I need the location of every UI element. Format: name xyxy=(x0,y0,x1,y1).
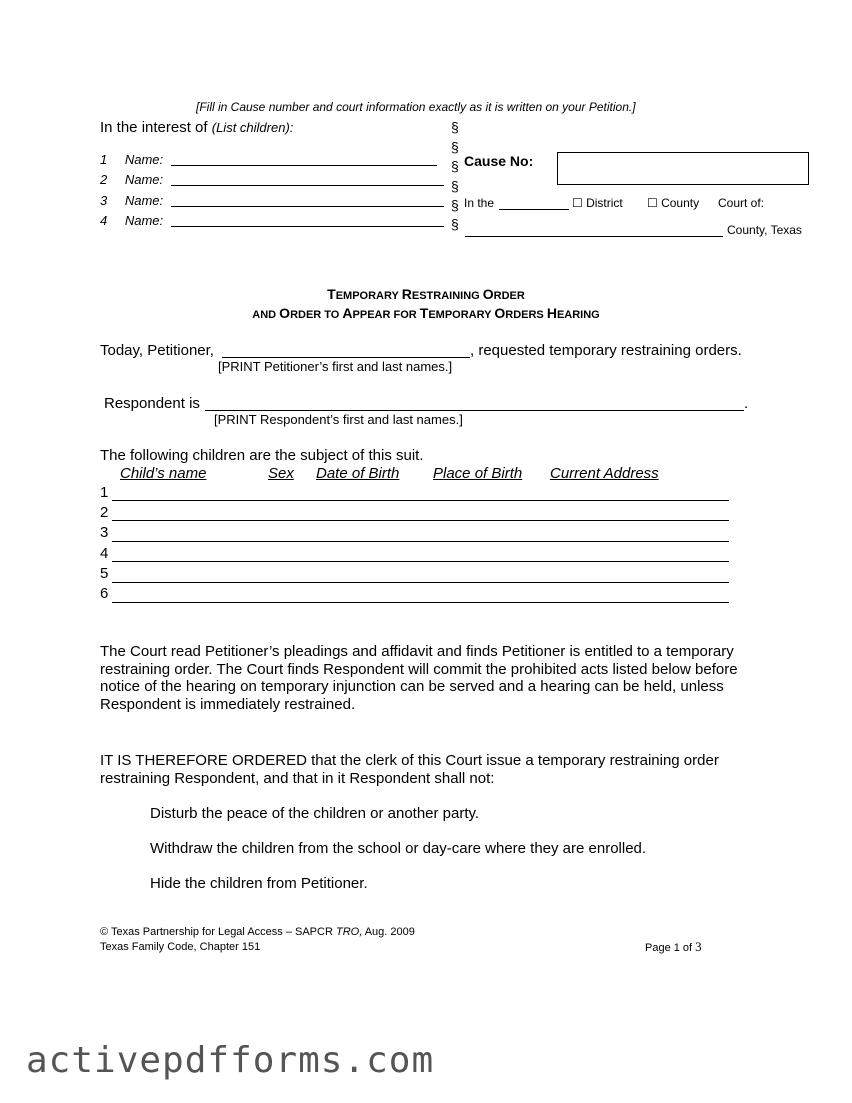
section-symbol: § xyxy=(451,139,459,155)
child-row-field-2[interactable] xyxy=(112,520,729,521)
petitioner-hint: [PRINT Petitioner’s first and last names.] xyxy=(218,359,453,374)
court-findings: The Court read Petitioner’s pleadings and affidavit and finds Petitioner is entitled to a temporary restraining order. The Court finds Respondent will commit the prohibited acts listed below before notice of the hearing on temporary injunction can be served and a hearing can be held, unless Respondent is immediately restrained. xyxy=(100,643,738,713)
title-part: H xyxy=(546,305,557,321)
title-part: T xyxy=(327,286,336,302)
child-row-field-6[interactable] xyxy=(112,602,729,603)
child-row-number: 1 xyxy=(100,484,109,501)
name-label: Name: xyxy=(124,152,164,167)
header-sex: Sex xyxy=(268,465,294,482)
title-part: O xyxy=(279,305,291,321)
prohibition-item: Disturb the peace of the children or another party. xyxy=(150,805,480,822)
child-row-field-3[interactable] xyxy=(112,541,729,542)
name-number: 3 xyxy=(100,193,108,208)
footer-code: Texas Family Code, Chapter 151 xyxy=(100,941,261,953)
cause-no-field[interactable] xyxy=(557,152,809,185)
header-date-of-birth: Date of Birth xyxy=(316,465,400,482)
footer-copyright-text: © Texas Partnership for Legal Access – SAPCR xyxy=(100,926,336,938)
respondent-suffix: . xyxy=(744,395,749,412)
order-statement: IT IS THEREFORE ORDERED that the clerk of this Court issue a temporary restraining order restraining Respondent, and that in it Respondent shall not: xyxy=(100,752,719,787)
interest-name-2 xyxy=(100,172,163,187)
section-symbol: § xyxy=(451,119,459,135)
header-current-address: Current Address xyxy=(550,465,659,482)
name-field-2[interactable] xyxy=(171,185,444,186)
children-intro: The following children are the subject of this suit. xyxy=(100,447,424,464)
title-part: O xyxy=(494,305,506,321)
child-row-field-1[interactable] xyxy=(112,500,729,501)
cause-no-label: Cause No: xyxy=(464,153,534,169)
child-row-number: 4 xyxy=(100,545,109,562)
district-checkbox[interactable]: ☐ District xyxy=(572,196,623,210)
name-field-4[interactable] xyxy=(171,226,444,227)
prohibition-item: Hide the children from Petitioner. xyxy=(150,875,368,892)
petitioner-name-field[interactable] xyxy=(222,357,470,358)
respondent-hint: [PRINT Respondent’s first and last names.] xyxy=(214,412,463,427)
respondent-prefix: Respondent is xyxy=(104,395,200,412)
court-of-label: Court of: xyxy=(718,196,765,210)
footer-page xyxy=(645,939,702,955)
child-row-number: 5 xyxy=(100,565,109,582)
section-symbol: § xyxy=(451,158,459,174)
fill-instruction: [Fill in Cause number and court information exactly as it is written on your Petition.] xyxy=(196,100,636,114)
respondent-name-field[interactable] xyxy=(205,410,744,411)
prohibition-item: Withdraw the children from the school or day-care where they are enrolled. xyxy=(150,840,647,857)
child-row-number: 3 xyxy=(100,524,109,541)
page-label: Page 1 of xyxy=(645,942,696,954)
county-name-field[interactable] xyxy=(465,236,723,237)
court-number-field[interactable] xyxy=(499,209,569,210)
petitioner-suffix: , requested temporary restraining orders. xyxy=(470,342,742,359)
name-label: Name: xyxy=(124,172,164,187)
child-row-number: 6 xyxy=(100,585,109,602)
interest-name-3 xyxy=(100,193,163,208)
header-place-of-birth: Place of Birth xyxy=(433,465,523,482)
name-number: 4 xyxy=(100,213,108,228)
title-part: EMPORARY xyxy=(428,309,495,321)
section-symbol: § xyxy=(451,178,459,194)
county-texas-label: County, Texas xyxy=(727,223,802,237)
header-child-name: Child’s name xyxy=(120,465,207,482)
title-part: RDER TO xyxy=(290,309,343,321)
title-part: PPEAR FOR xyxy=(352,309,420,321)
child-row-field-5[interactable] xyxy=(112,582,729,583)
name-number: 1 xyxy=(100,152,108,167)
title-part: EARING xyxy=(556,309,600,321)
name-label: Name: xyxy=(124,213,164,228)
in-the-label: In the xyxy=(464,196,495,210)
title-part: T xyxy=(419,305,429,321)
title-part: A xyxy=(342,305,353,321)
footer-copyright-date: Aug. 2009 xyxy=(362,926,415,938)
interest-label-italic: (List children): xyxy=(211,120,294,135)
title-part: RDERS xyxy=(505,309,547,321)
name-field-1[interactable] xyxy=(171,165,437,166)
title-part: R xyxy=(401,286,412,302)
petitioner-prefix: Today, Petitioner, xyxy=(100,342,214,359)
footer-copyright-italic: TRO, xyxy=(335,926,363,938)
name-field-3[interactable] xyxy=(171,206,444,207)
section-symbol: § xyxy=(451,197,459,213)
interest-label-text: In the interest of xyxy=(100,119,208,136)
document-title-line1 xyxy=(0,286,852,302)
interest-name-4 xyxy=(100,213,163,228)
document-title-line2 xyxy=(0,305,852,321)
title-part: ESTRAINING xyxy=(411,290,483,302)
page-total: 3 xyxy=(695,939,702,954)
title-part: AND xyxy=(252,309,280,321)
name-number: 2 xyxy=(100,172,108,187)
county-checkbox[interactable]: ☐ County xyxy=(647,196,700,210)
interest-name-1 xyxy=(100,152,163,167)
site-watermark: activepdfforms.com xyxy=(26,1040,435,1081)
section-symbol: § xyxy=(451,216,459,232)
name-label: Name: xyxy=(124,193,164,208)
title-part: O xyxy=(482,286,494,302)
interest-label xyxy=(100,119,293,136)
child-row-field-4[interactable] xyxy=(112,561,729,562)
child-row-number: 2 xyxy=(100,504,109,521)
title-part: RDER xyxy=(493,290,525,302)
footer-copyright xyxy=(100,926,415,938)
title-part: EMPORARY xyxy=(335,290,402,302)
